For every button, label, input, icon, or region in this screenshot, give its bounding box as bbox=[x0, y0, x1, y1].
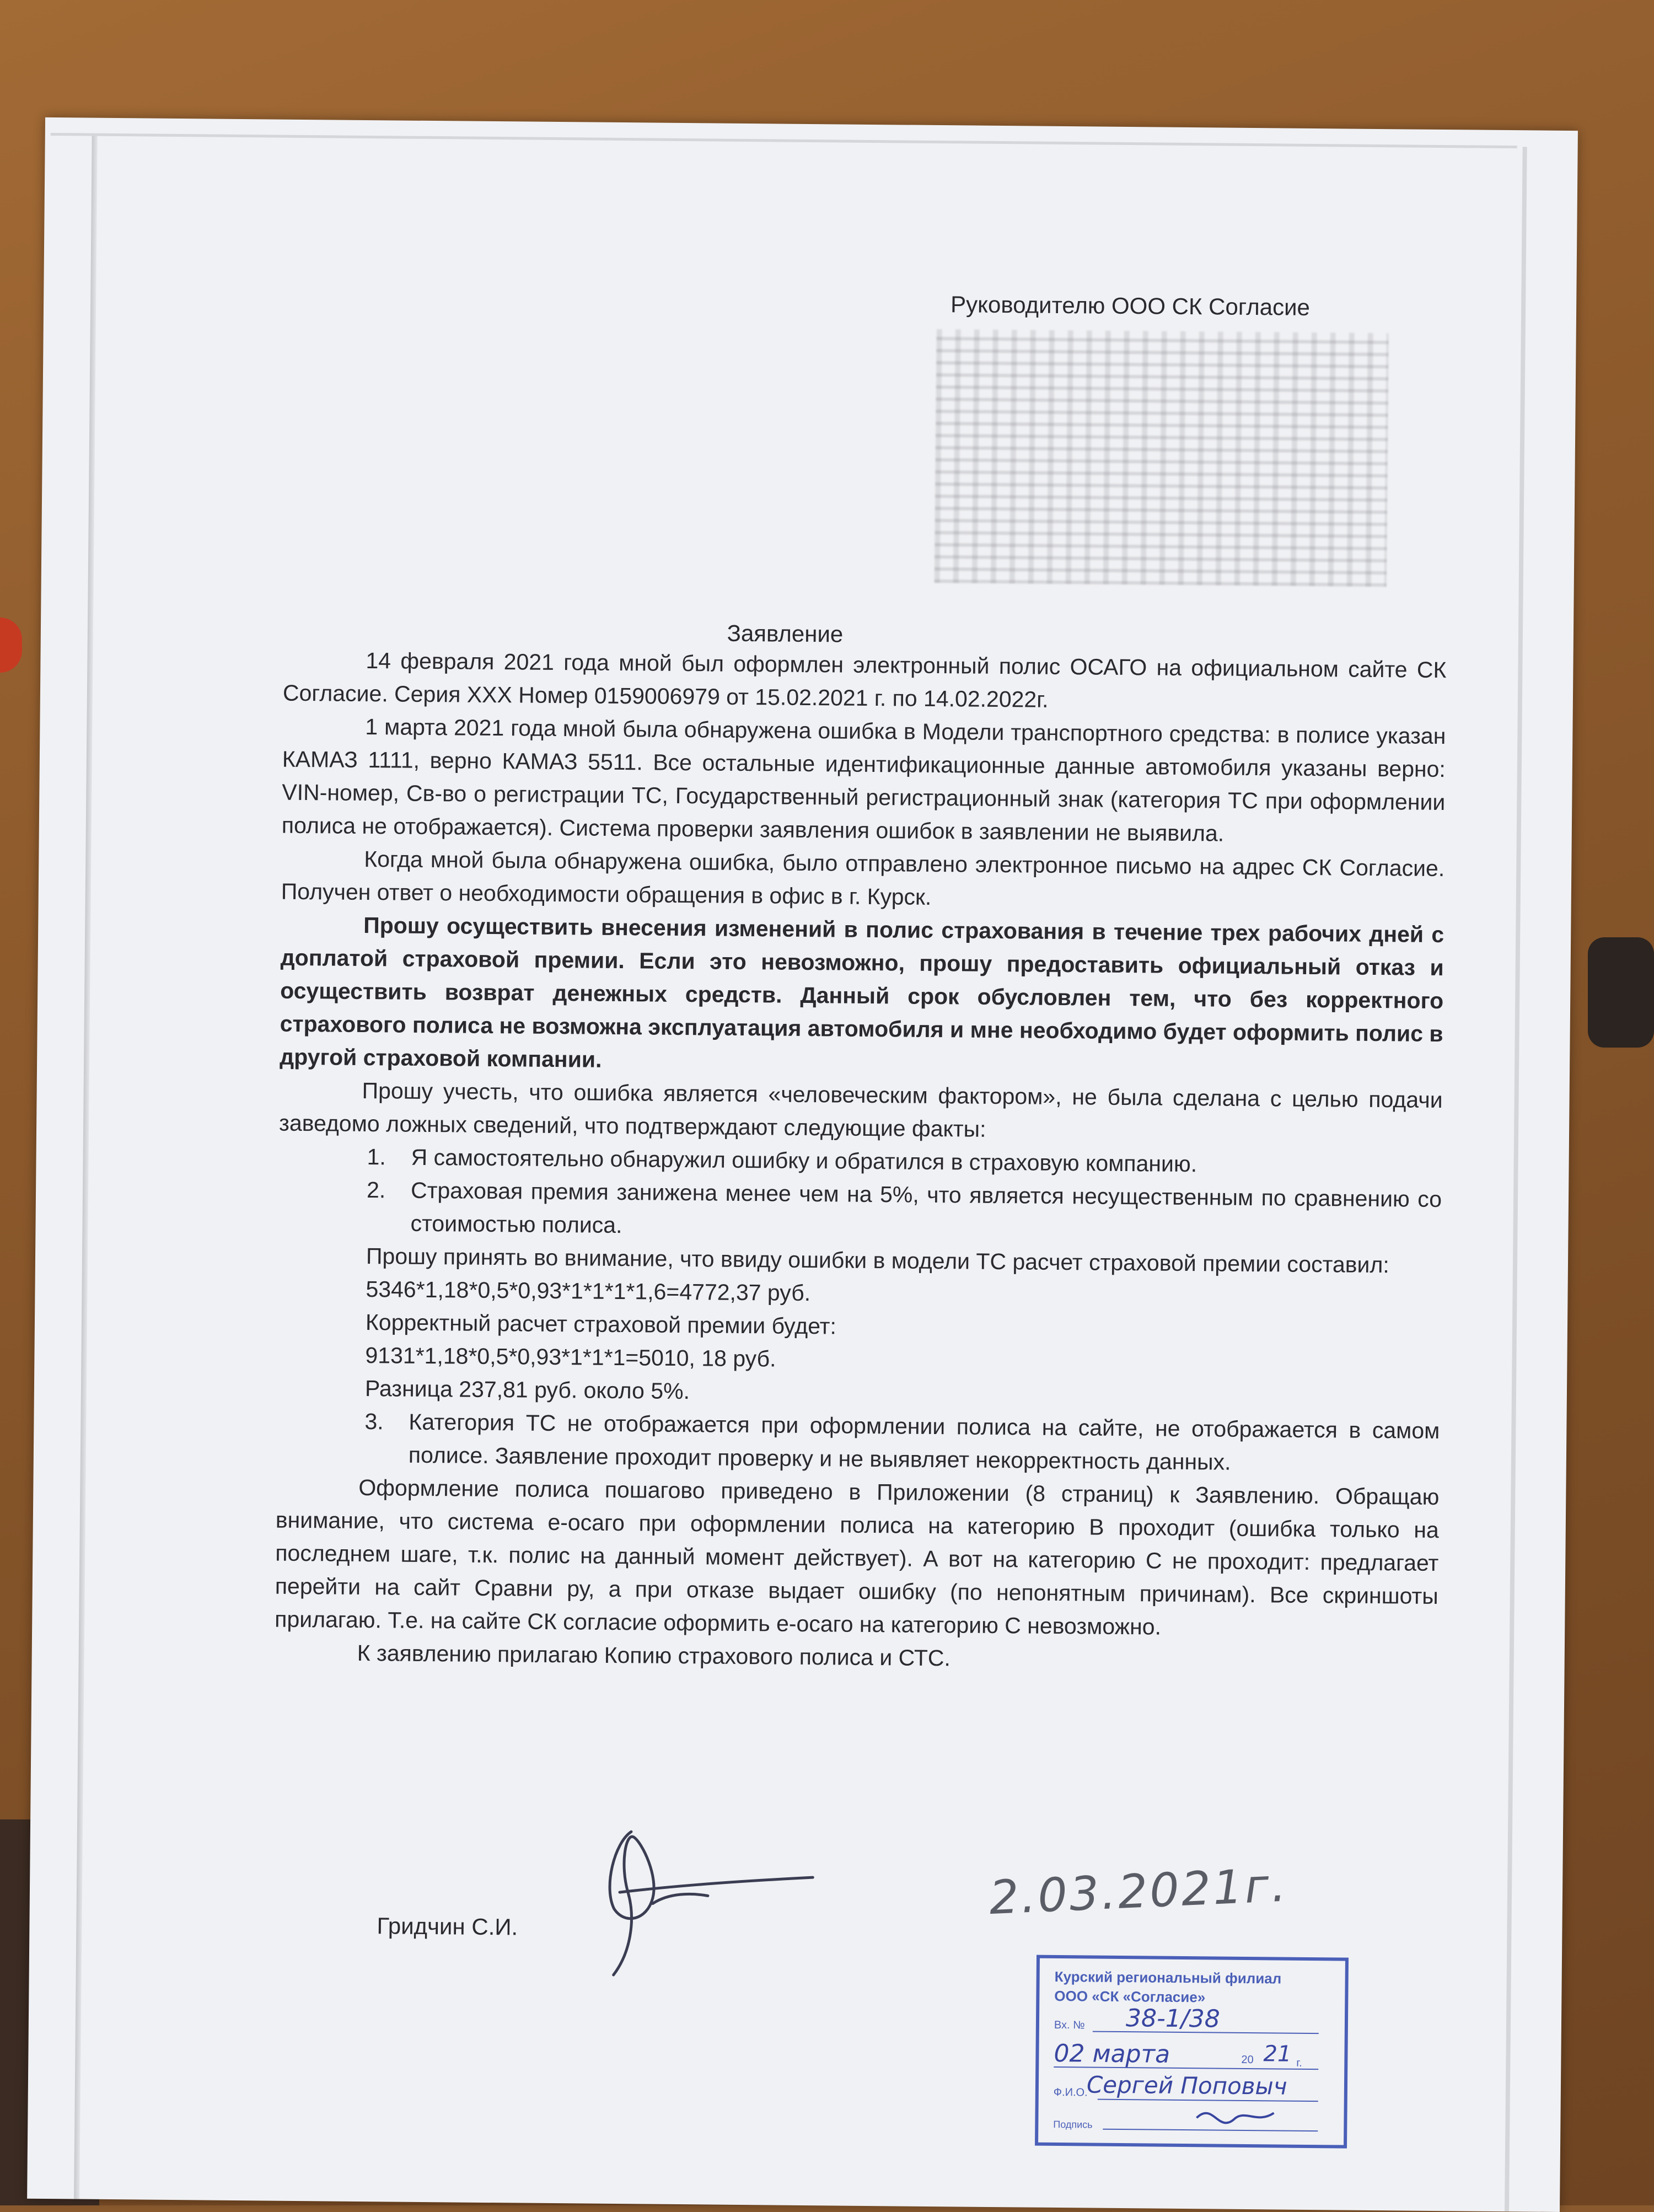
svg-text:ООО «СК «Согласие»: ООО «СК «Согласие» bbox=[1054, 1987, 1206, 2006]
svg-text:Вх. №: Вх. № bbox=[1054, 2018, 1085, 2032]
incoming-registration-stamp bbox=[1031, 1951, 1363, 2152]
signer-name: Гридчин С.И. bbox=[377, 1913, 518, 1940]
paragraph: Когда мной была обнаружена ошибка, было отправлено электронное письмо на адрес СК Согласие. Получен ответ о необходимости обращения в офис в г. Курск. bbox=[281, 846, 1445, 910]
document-page bbox=[27, 117, 1578, 2212]
calc-label: Корректный расчет страховой премии будет: bbox=[365, 1309, 837, 1339]
paragraph: 14 февраля 2021 года мной был оформлен электронный полис ОСАГО на официальном сайте СК Согласие. Серия ХХХ Номер 0159006979 от 15.02.2021 г. по 14.02.2022г. bbox=[282, 647, 1447, 712]
svg-text:Курский региональный филиал: Курский региональный филиал bbox=[1054, 1968, 1282, 1987]
paragraph: 1 марта 2021 года мной была обнаружена ошибка в Модели транспортного средства: в полисе указан КАМАЗ 1111, верно КАМАЗ 5511. Все остальные идентификационные данные автомобиля указаны верно: VIN-номер, Св-во о регистрации ТС, Государственный регистрационный знак (категория ТС при оформлении полиса не отображается). Система проверки заявления ошибок в заявлении не выявила. bbox=[281, 713, 1446, 846]
document-text bbox=[27, 117, 1578, 2212]
svg-text:38-1/38: 38-1/38 bbox=[1125, 2004, 1220, 2033]
svg-text:02 марта: 02 марта bbox=[1054, 2039, 1170, 2069]
document-title: Заявление bbox=[727, 620, 844, 647]
calc-formula: 5346*1,18*0,5*0,93*1*1*1*1,6=4772,37 руб. bbox=[366, 1276, 811, 1306]
facts-list bbox=[278, 1140, 1442, 1249]
svg-text:Подпись: Подпись bbox=[1053, 2118, 1093, 2130]
svg-text:Сергей Поповыч: Сергей Поповыч bbox=[1086, 2071, 1287, 2100]
svg-text:20: 20 bbox=[1241, 2053, 1254, 2066]
list-item: 3. Категория ТС не отображается при оформлении полиса на сайте, не отображается в самом полисе. Заявление проходит проверку и не выявляет некорректность данных. bbox=[364, 1409, 1440, 1475]
calc-difference: Разница 237,81 руб. около 5%. bbox=[364, 1376, 690, 1404]
handwritten-date: 2.03.2021г. bbox=[988, 1857, 1290, 1925]
recipient-header: Руководителю ООО СК Согласие bbox=[950, 291, 1311, 320]
redacted-sender-block bbox=[935, 329, 1389, 587]
desk-object bbox=[1588, 937, 1654, 1048]
paragraph: Оформление полиса пошагово приведено в Приложении (8 страниц) к Заявлению. Обращаю внимание, что система е-осаго при оформлении полиса на категорию В проходит (ошибка только на последнем шаге, т.к. полис на данный момент действует). А вот на категорию С не проходит: предлагает перейти на сайт Сравни ру, а при отказе выдает ошибку (по непонятным причинам). Все скриншоты прилагаю. Т.е. на сайте СК согласие оформить е-осаго на категорию С невозможно. bbox=[275, 1474, 1440, 1640]
list-item: 1. Я самостоятельно обнаружил ошибку и обратился в страховую компанию. bbox=[367, 1144, 1197, 1177]
list-item: 2. Страховая премия занижена менее чем на 5%, что является несущественным по сравнению со стоимостью полиса. bbox=[366, 1177, 1442, 1238]
handwritten-signature bbox=[581, 1809, 847, 1988]
svg-text:г.: г. bbox=[1296, 2057, 1302, 2069]
facts-list bbox=[276, 1404, 1440, 1480]
document-body bbox=[275, 643, 1447, 1679]
paragraph: Прошу учесть, что ошибка является «человеческим фактором», не была сделана с целью подачи заведомо ложных сведений, что подтверждают следующие факты: bbox=[278, 1077, 1443, 1142]
calc-intro: Прошу принять во внимание, что ввиду ошибки в модели ТС расчет страховой премии составил: bbox=[366, 1243, 1389, 1278]
calc-formula: 9131*1,18*0,5*0,93*1*1*1=5010, 18 руб. bbox=[365, 1343, 776, 1372]
svg-text:Ф.И.О.: Ф.И.О. bbox=[1053, 2086, 1088, 2099]
svg-text:21: 21 bbox=[1263, 2041, 1292, 2067]
paragraph: К заявлению прилагаю Копию страхового полиса и СТС. bbox=[357, 1640, 951, 1671]
request-paragraph: Прошу осуществить внесения изменений в полис страхования в течение трех рабочих дней с доплатой страховой премии. Если это невозможно, прошу предоставить официальный отказ и осуществить возврат денежных средств. Данный срок обусловлен тем, что без корректного страхового полиса не возможна эксплуатация автомобиля и мне необходимо будет оформить полис в другой страховой компании. bbox=[280, 912, 1444, 1072]
